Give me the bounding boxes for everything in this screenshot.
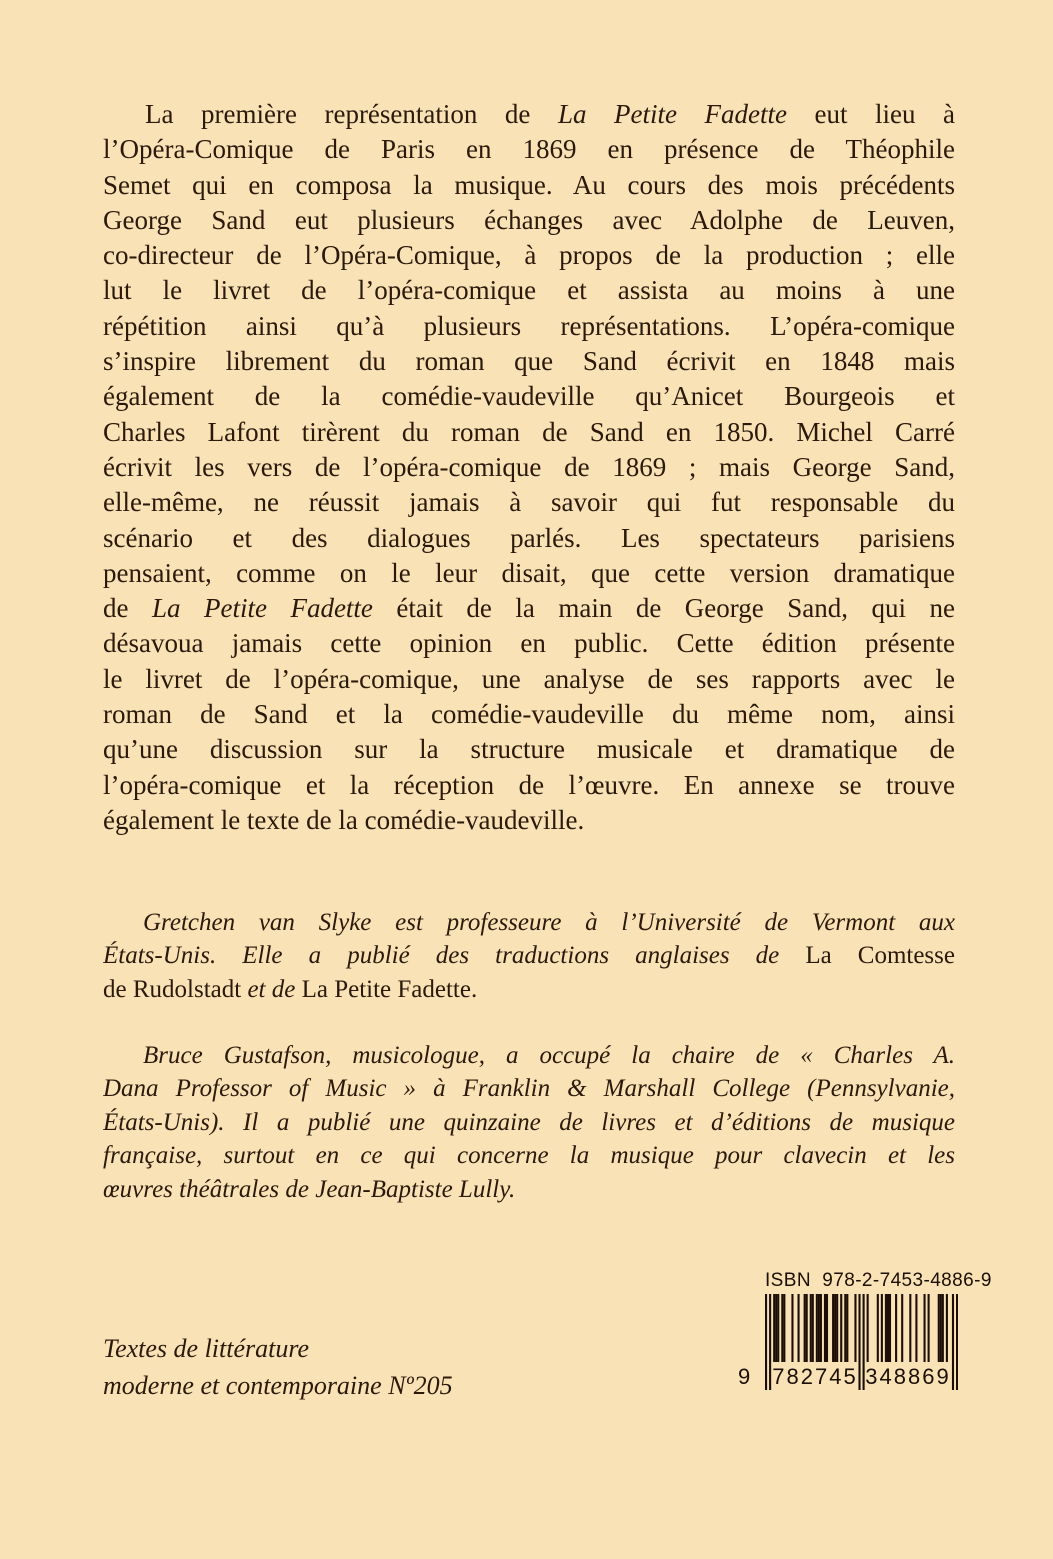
barcode-digits-right: 348869 bbox=[865, 1364, 951, 1389]
text-line: le livret de l’opéra-comique, une analyse de ses rapports avec le bbox=[103, 663, 955, 694]
text-line: écrivit les vers de l’opéra-comique de 1869 ; mais George Sand, bbox=[103, 451, 955, 482]
text-line: française, surtout en ce qui concerne la musique pour clavecin et les bbox=[103, 1142, 955, 1170]
text-line: s’inspire librement du roman que Sand écrivit en 1848 mais bbox=[103, 346, 955, 377]
text-line: Dana Professor of Music » à Franklin & Marshall College (Pennsylvanie, bbox=[103, 1075, 955, 1103]
series-title bbox=[103, 1330, 453, 1404]
text-line: Charles Lafont tirèrent du roman de Sand en 1850. Michel Carré bbox=[103, 416, 955, 447]
text-line: qu’une discussion sur la structure musicale et dramatique de bbox=[103, 734, 955, 765]
text-line: de La Petite Fadette était de la main de George Sand, qui ne bbox=[103, 593, 955, 624]
barcode-digits-left: 782745 bbox=[772, 1364, 858, 1389]
text-line: scénario et des dialogues parlés. Les spectateurs parisiens bbox=[103, 522, 955, 553]
text-line: œuvres théâtrales de Jean-Baptiste Lully. bbox=[103, 1175, 516, 1203]
text-line: également de la comédie-vaudeville qu’Anicet Bourgeois et bbox=[103, 381, 955, 412]
text-line: également le texte de la comédie-vaudeville. bbox=[103, 804, 585, 835]
synopsis-paragraph bbox=[103, 97, 955, 838]
text-line: pensaient, comme on le leur disait, que cette version dramatique bbox=[103, 557, 955, 588]
text-line: Semet qui en composa la musique. Au cours des mois précédents bbox=[103, 169, 955, 200]
author-bio-gretchen-van-slyke bbox=[103, 906, 955, 1006]
text-line: George Sand eut plusieurs échanges avec Adolphe de Leuven, bbox=[103, 204, 955, 235]
text-line: l’opéra-comique et la réception de l’œuvre. En annexe se trouve bbox=[103, 769, 955, 800]
text-line: La première représentation de La Petite Fadette eut lieu à bbox=[145, 99, 955, 129]
text-line: Bruce Gustafson, musicologue, a occupé la chaire de « Charles A. bbox=[143, 1042, 955, 1069]
text-line: Gretchen van Slyke est professeure à l’Université de Vermont aux bbox=[143, 909, 955, 936]
text-line: désavoua jamais cette opinion en public. Cette édition présente bbox=[103, 628, 955, 659]
text-line: États-Unis). Il a publié une quinzaine de livres et d’éditions de musique bbox=[103, 1108, 955, 1136]
text-line: l’Opéra-Comique de Paris en 1869 en présence de Théophile bbox=[103, 134, 955, 165]
text-line: co-directeur de l’Opéra-Comique, à propos de la production ; elle bbox=[103, 240, 955, 271]
text-line: États-Unis. Elle a publié des traductions anglaises de La Comtesse bbox=[103, 942, 955, 970]
isbn-number-label: ISBN 978-2-7453-4886-9 bbox=[765, 1270, 992, 1291]
barcode-digit-lead: 9 bbox=[738, 1364, 751, 1389]
text-line: roman de Sand et la comédie-vaudeville du même nom, ainsi bbox=[103, 699, 955, 730]
series-title-line1: Textes de littérature bbox=[103, 1334, 310, 1363]
series-title-line2: moderne et contemporaine Nº205 bbox=[103, 1371, 453, 1400]
text-line: répétition ainsi qu’à plusieurs représentations. L’opéra-comique bbox=[103, 310, 955, 341]
author-bio-bruce-gustafson bbox=[103, 1039, 955, 1206]
isbn-barcode-block bbox=[738, 1268, 992, 1398]
text-line: lut le livret de l’opéra-comique et assista au moins à une bbox=[103, 275, 955, 306]
text-line: de Rudolstadt et de La Petite Fadette. bbox=[103, 975, 478, 1003]
text-line: elle-même, ne réussit jamais à savoir qui fut responsable du bbox=[103, 487, 955, 518]
